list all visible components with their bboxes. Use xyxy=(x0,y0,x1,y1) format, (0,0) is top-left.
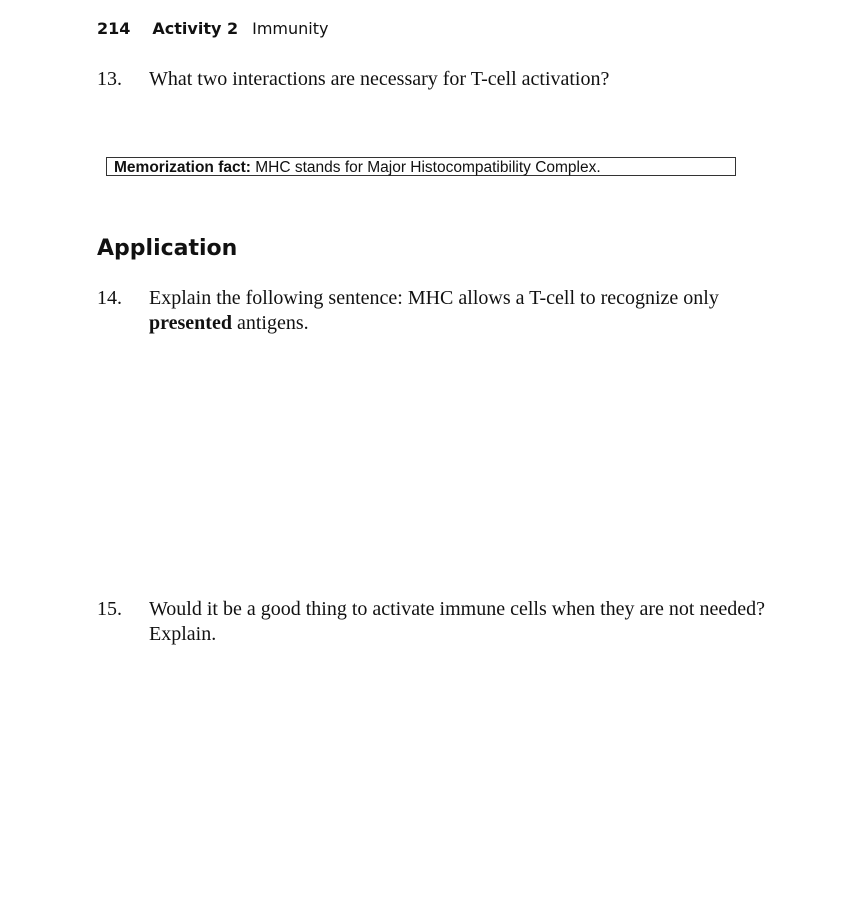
question-14 xyxy=(97,286,767,336)
question-number: 13. xyxy=(97,68,122,90)
section-heading: Application xyxy=(97,236,238,261)
question-text: Would it be a good thing to activate immune cells when they are not needed? Explain. xyxy=(149,598,765,645)
topic-label: Immunity xyxy=(252,19,329,38)
question-text-before: Explain the following sentence: MHC allows a T-cell to recognize only xyxy=(149,287,719,309)
question-15 xyxy=(97,597,767,647)
question-number: 14. xyxy=(97,287,122,309)
activity-label: Activity 2 xyxy=(152,19,239,38)
question-text-after: antigens. xyxy=(231,312,309,334)
page-header xyxy=(97,19,328,39)
page-number: 214 xyxy=(97,19,131,38)
question-text: What two interactions are necessary for T-cell activation? xyxy=(149,68,610,90)
memorization-fact-label: Memorization fact: xyxy=(114,159,251,176)
question-text xyxy=(149,286,767,336)
memorization-fact-box xyxy=(106,157,736,176)
question-number: 15. xyxy=(97,598,122,620)
question-bold-text: presented xyxy=(149,312,232,334)
question-13 xyxy=(97,67,767,92)
memorization-fact-text: MHC stands for Major Histocompatibility Complex. xyxy=(255,159,601,176)
